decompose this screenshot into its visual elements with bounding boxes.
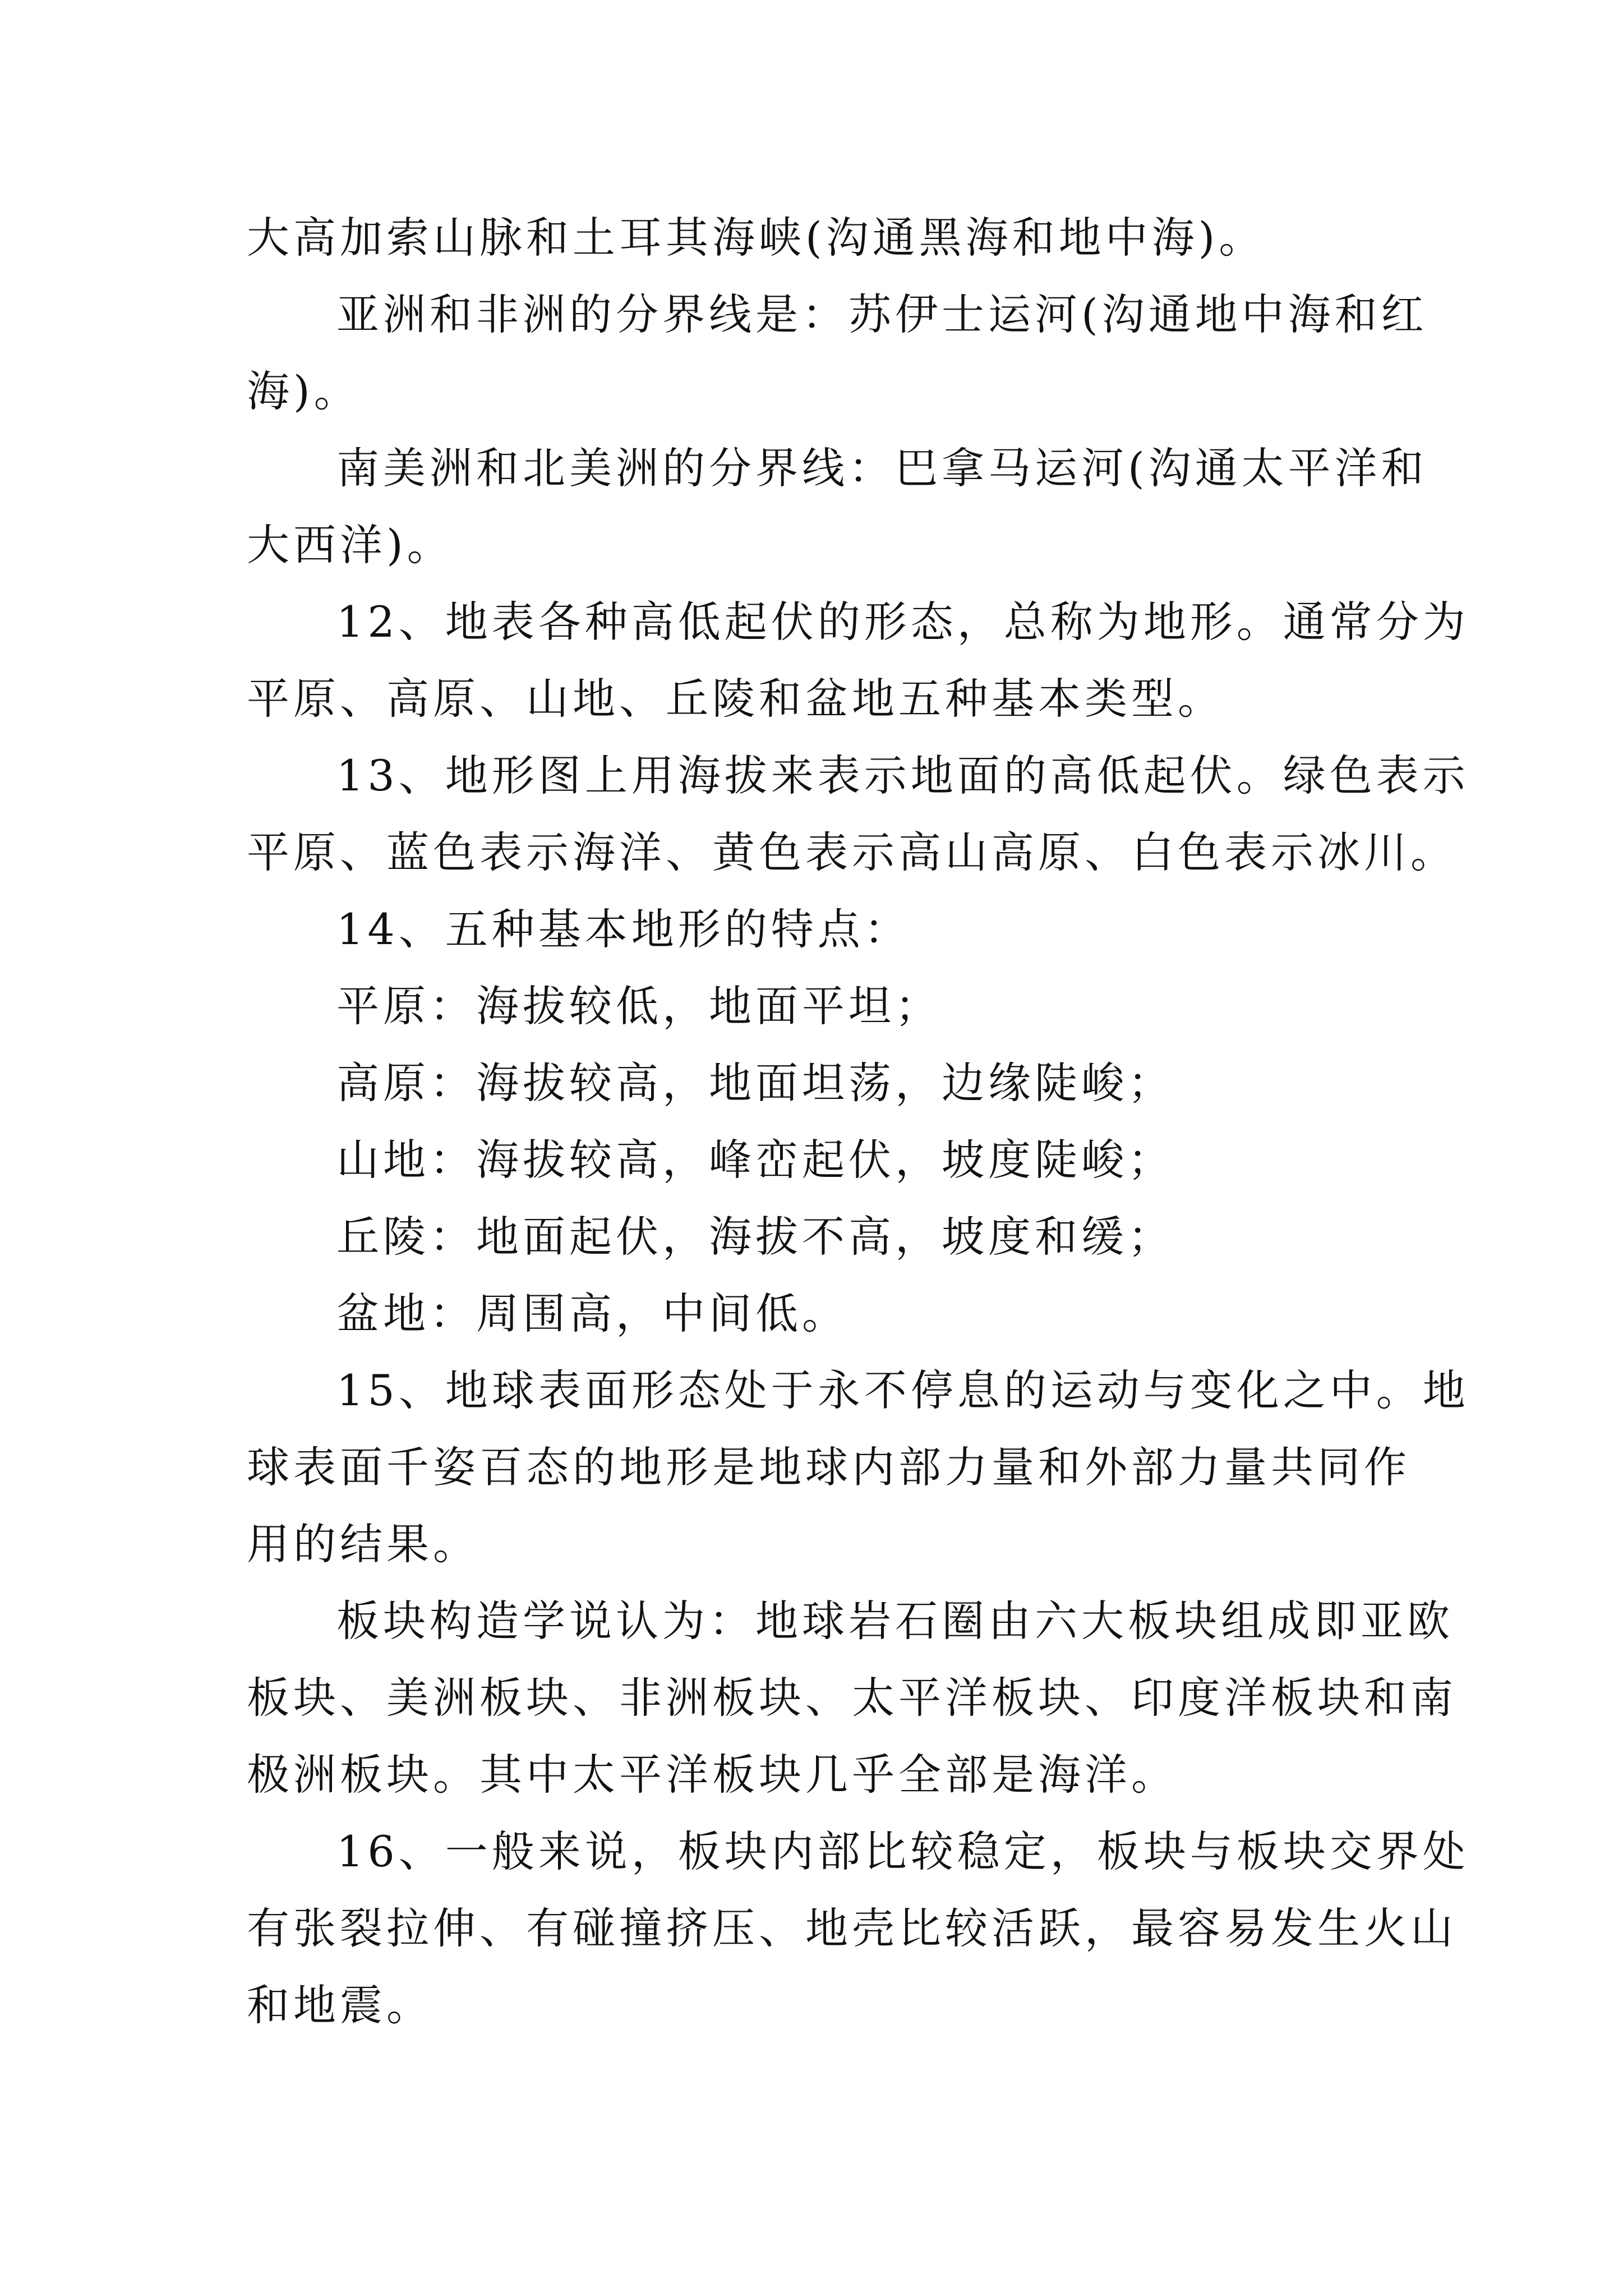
text-line: 极洲板块。其中太平洋板块几乎全部是海洋。 xyxy=(247,1750,1178,1800)
text-line: 平原、高原、山地、丘陵和盆地五种基本类型。 xyxy=(247,674,1224,724)
text-line: 平原、蓝色表示海洋、黄色表示高山高原、白色表示冰川。 xyxy=(247,827,1457,877)
text-line: 南美洲和北美洲的分界线：巴拿马运河(沟通太平洋和 xyxy=(336,443,1428,493)
text-line: 14、五种基本地形的特点： xyxy=(336,904,911,954)
text-line: 海)。 xyxy=(247,366,361,416)
text-line: 13、地形图上用海拔来表示地面的高低起伏。绿色表示 xyxy=(336,751,1469,800)
text-line: 平原：海拔较低，地面平坦； xyxy=(336,981,942,1031)
text-line: 亚洲和非洲的分界线是：苏伊士运河(沟通地中海和红 xyxy=(336,289,1428,339)
text-line: 和地震。 xyxy=(247,1980,433,2030)
text-line: 15、地球表面形态处于永不停息的运动与变化之中。地 xyxy=(336,1365,1469,1415)
text-line: 12、地表各种高低起伏的形态，总称为地形。通常分为 xyxy=(336,597,1469,647)
document-body xyxy=(247,199,1469,2044)
text-line: 大高加索山脉和土耳其海峡(沟通黑海和地中海)。 xyxy=(247,213,1266,263)
text-line: 盆地：周围高，中间低。 xyxy=(336,1289,849,1338)
text-line: 板块构造学说认为：地球岩石圈由六大板块组成即亚欧 xyxy=(336,1596,1454,1646)
text-line: 16、一般来说，板块内部比较稳定，板块与板块交界处 xyxy=(336,1826,1469,1876)
text-line: 丘陵：地面起伏，海拔不高，坡度和缓； xyxy=(336,1212,1174,1262)
text-line: 山地：海拔较高，峰峦起伏，坡度陡峻； xyxy=(336,1135,1174,1185)
text-line: 有张裂拉伸、有碰撞挤压、地壳比较活跃，最容易发生火山 xyxy=(247,1903,1457,1953)
text-line: 用的结果。 xyxy=(247,1519,479,1569)
text-line: 大西洋)。 xyxy=(247,520,454,570)
text-line: 板块、美洲板块、非洲板块、太平洋板块、印度洋板块和南 xyxy=(247,1673,1457,1723)
text-line: 球表面千姿百态的地形是地球内部力量和外部力量共同作 xyxy=(247,1442,1410,1492)
text-line: 高原：海拔较高，地面坦荡，边缘陡峻； xyxy=(336,1058,1174,1108)
